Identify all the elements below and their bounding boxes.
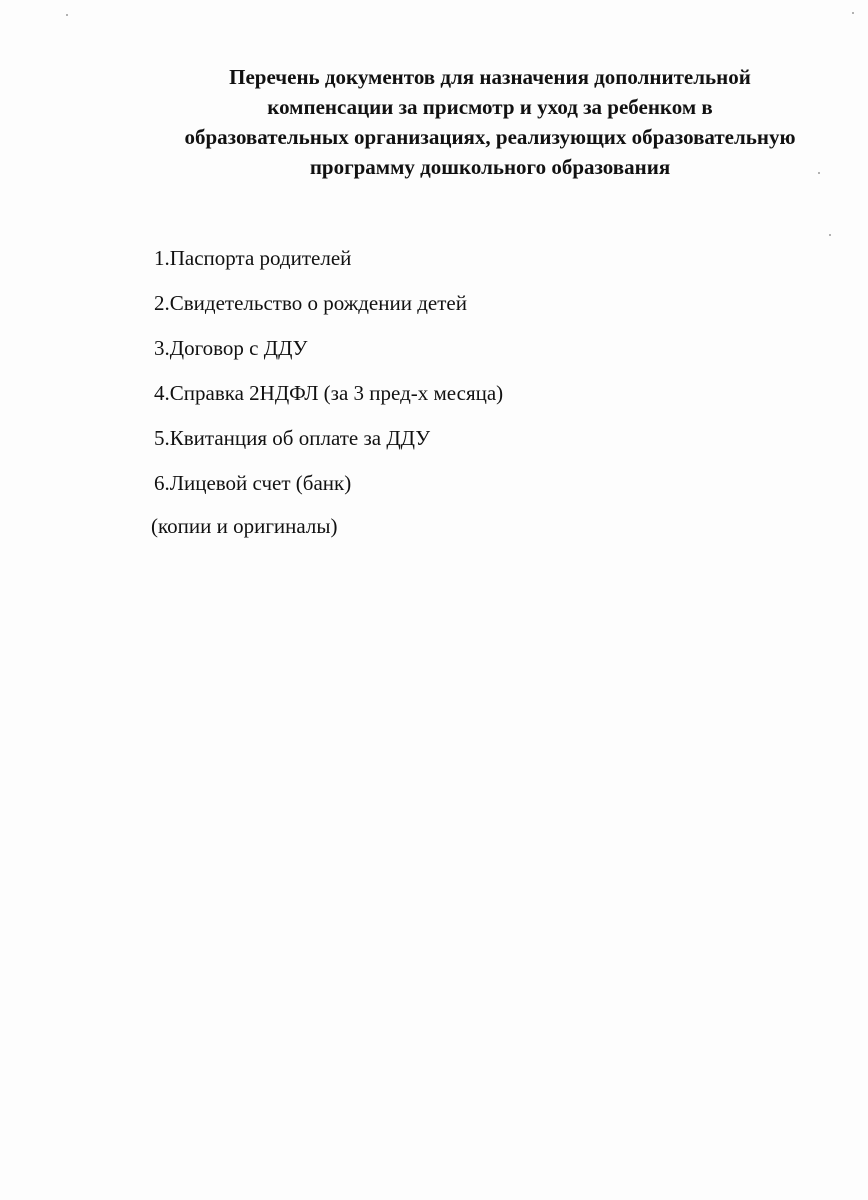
document-title — [140, 62, 840, 182]
list-item-passports: 1.Паспорта родителей — [154, 246, 352, 270]
list-item-contract: 3.Договор с ДДУ — [154, 336, 308, 360]
scan-speck — [818, 172, 820, 174]
list-item-birth-certificate: 2.Свидетельство о рождении детей — [154, 291, 467, 315]
title-line: программу дошкольного образования — [309, 155, 671, 179]
scan-speck — [829, 234, 831, 236]
list-item-payment-receipt: 5.Квитанция об оплате за ДДУ — [154, 426, 431, 450]
title-line: образовательных организациях, реализующих образовательную — [184, 125, 796, 149]
scan-speck — [66, 14, 68, 16]
title-line: компенсации за присмотр и уход за ребенком в — [267, 95, 713, 119]
scan-speck — [852, 12, 854, 14]
list-item-income-certificate: 4.Справка 2НДФЛ (за 3 пред-х месяца) — [154, 381, 504, 405]
copies-note: (копии и оригиналы) — [151, 514, 338, 538]
documents-list — [154, 241, 503, 511]
list-item-bank-account: 6.Лицевой счет (банк) — [154, 471, 352, 495]
title-line: Перечень документов для назначения дополнительной — [229, 65, 751, 89]
